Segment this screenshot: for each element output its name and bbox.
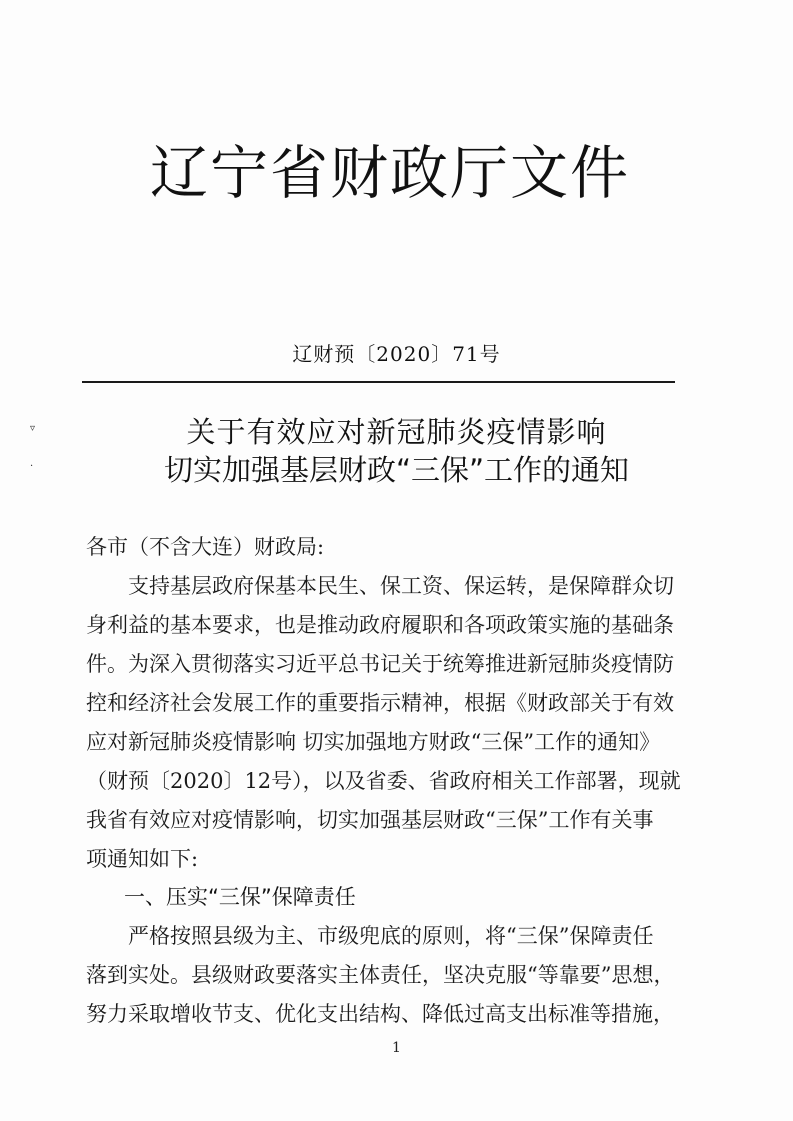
notice-title-line-1: 关于有效应对新冠肺炎疫情影响 bbox=[186, 415, 607, 449]
page-number: 1 bbox=[392, 1040, 401, 1056]
section-heading: 一、压实“三保”保障责任 bbox=[124, 885, 356, 909]
margin-mark: ▿ bbox=[30, 423, 36, 434]
paragraph-line: 身利益的基本要求，也是推动政府履职和各项政策实施的基础条 bbox=[86, 613, 674, 637]
margin-mark: · bbox=[30, 461, 34, 472]
paragraph-line: 控和经济社会发展工作的重要指示精神，根据《财政部关于有效 bbox=[86, 691, 674, 715]
addressee: 各市（不含大连）财政局: bbox=[86, 535, 325, 559]
paragraph-line: 应对新冠肺炎疫情影响 切实加强地方财政“三保”工作的通知》 bbox=[86, 730, 661, 754]
office-title: 辽宁省财政厅文件 bbox=[150, 139, 631, 207]
paragraph-line: 项通知如下: bbox=[86, 847, 199, 871]
paragraph-line: 件。为深入贯彻落实习近平总书记关于统筹推进新冠肺炎疫情防 bbox=[86, 652, 674, 676]
paragraph-line: 努力采取增收节支、优化支出结构、降低过高支出标准等措施， bbox=[86, 1002, 674, 1026]
paragraph-line: 支持基层政府保基本民生、保工资、保运转，是保障群众切 bbox=[86, 574, 674, 598]
paragraph-line: （财预〔2020〕12号），以及省委、省政府相关工作部署，现就 bbox=[86, 769, 681, 793]
paragraph-line: 严格按照县级为主、市级兜底的原则，将“三保”保障责任 bbox=[86, 924, 654, 948]
document-number: 辽财预〔2020〕71号 bbox=[292, 342, 501, 366]
paragraph-line: 我省有效应对疫情影响，切实加强基层财政“三保”工作有关事 bbox=[86, 808, 654, 832]
notice-title-line-2: 切实加强基层财政“三保”工作的通知 bbox=[163, 453, 630, 487]
header-divider bbox=[82, 381, 675, 383]
paragraph-line: 落到实处。县级财政要落实主体责任，坚决克服“等靠要”思想， bbox=[86, 963, 675, 987]
